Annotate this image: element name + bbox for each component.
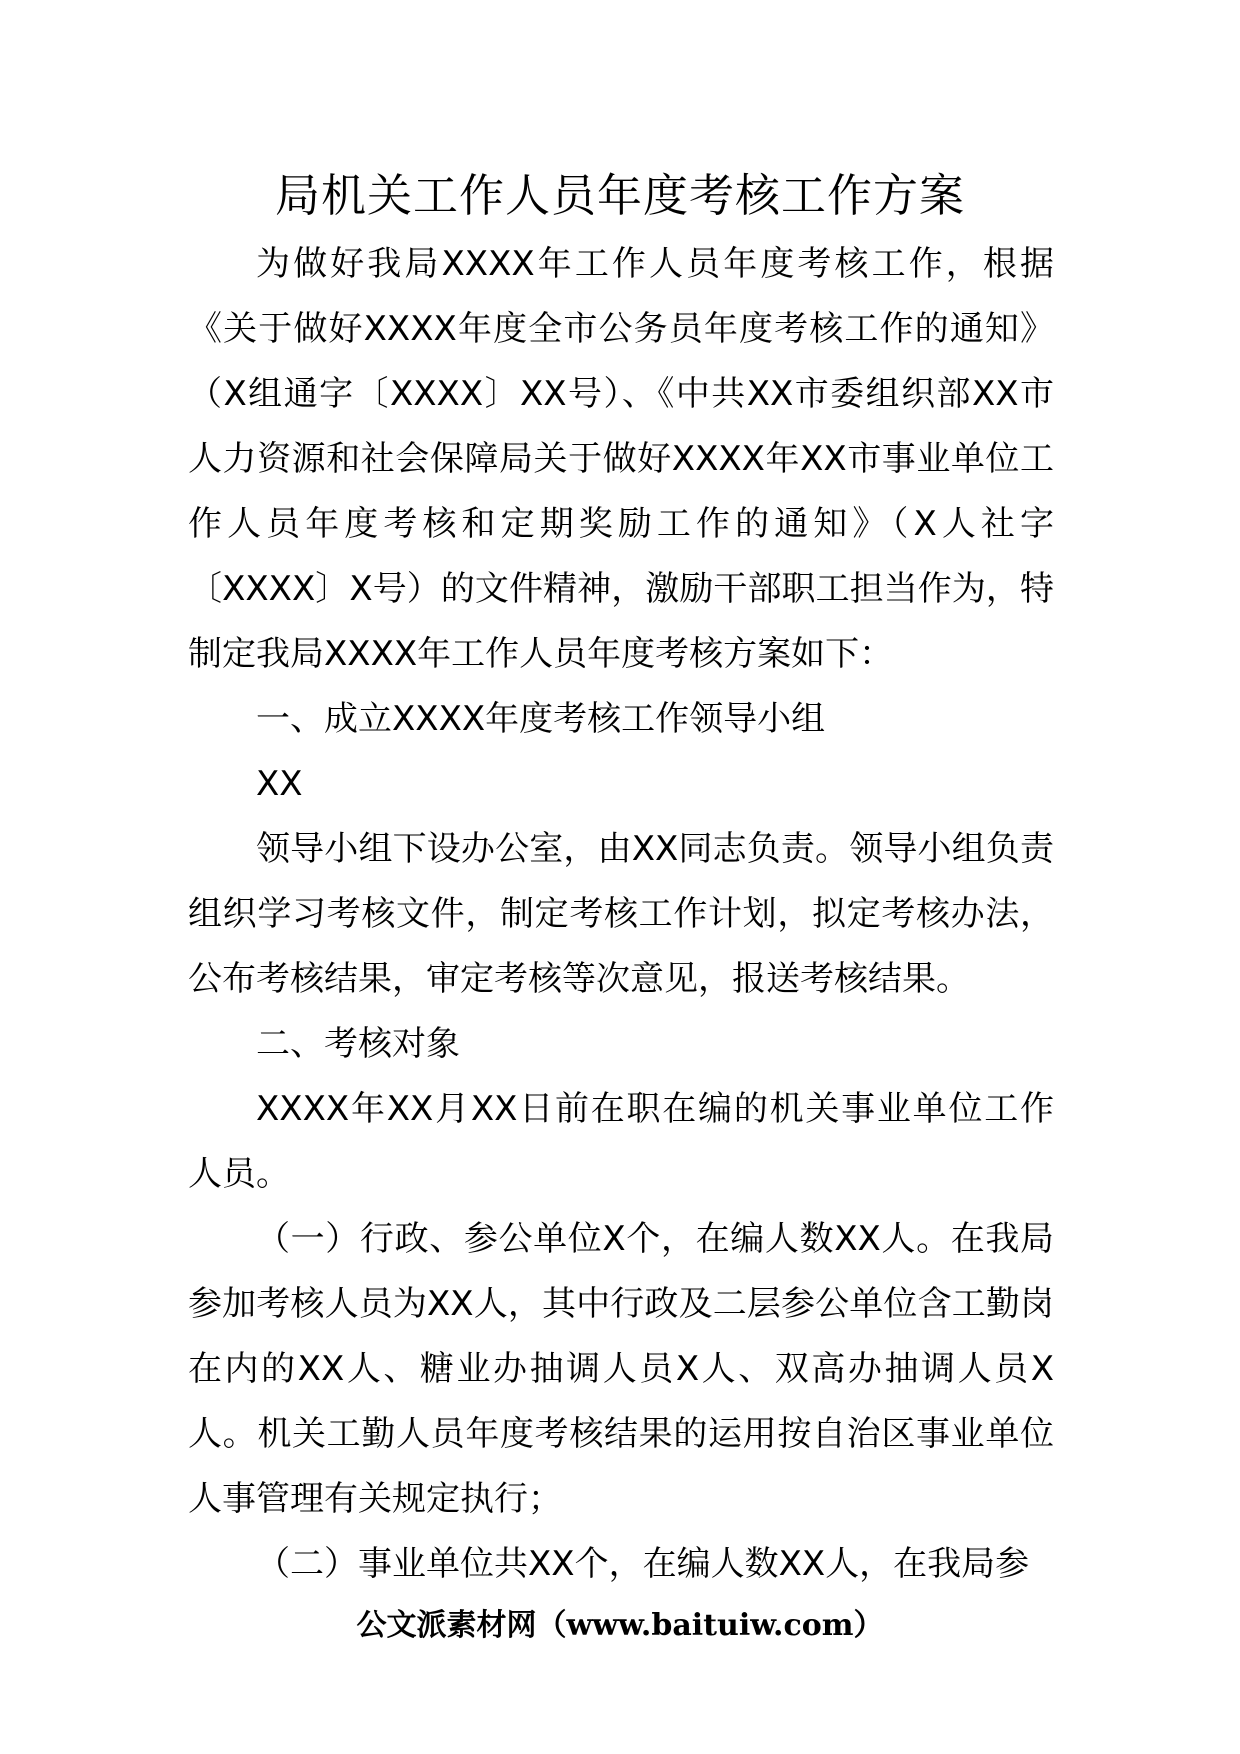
paragraph-targets: XXXX年XX月XX日前在职在编的机关事业单位工作人员。 [188, 1089, 1054, 1194]
footer-watermark: 公文派素材网（www.baituiw.com） [356, 1608, 884, 1643]
document-title: 局机关工作人员年度考核工作方案 [274, 169, 965, 222]
section-heading-leadership-group: 一、成立XXXX年度考核工作领导小组 [256, 699, 826, 739]
document-body [188, 232, 1054, 1597]
paragraph-group-members: XX [256, 764, 303, 804]
paragraph-public-institutions: （二）事业单位共XX个，在编人数XX人，在我局参 [256, 1544, 1030, 1584]
paragraph-admin-units: （一）行政、参公单位X个，在编人数XX人。在我局参加考核人员为XX人，其中行政及二层参公单位含工勤岗在内的XX人、糖业办抽调人员X人、双高办抽调人员X人。机关工勤人员年度考核结果的运用按自治区事业单位人事管理有关规定执行； [188, 1219, 1054, 1519]
section-heading-assessment-targets: 二、考核对象 [256, 1024, 460, 1064]
paragraph-intro: 为做好我局XXXX年工作人员年度考核工作，根据《关于做好XXXX年度全市公务员年度考核工作的通知》（X组通字〔XXXX〕XX号）、《中共XX市委组织部XX市人力资源和社会保障局关于做好XXXX年XX市事业单位工作人员年度考核和定期奖励工作的通知》（X人社字〔XXXX〕X号）的文件精神，激励干部职工担当作为，特制定我局XXXX年工作人员年度考核方案如下： [188, 244, 1054, 674]
paragraph-office-duties: 领导小组下设办公室，由XX同志负责。领导小组负责组织学习考核文件，制定考核工作计划，拟定考核办法，公布考核结果，审定考核等次意见，报送考核结果。 [188, 829, 1054, 999]
